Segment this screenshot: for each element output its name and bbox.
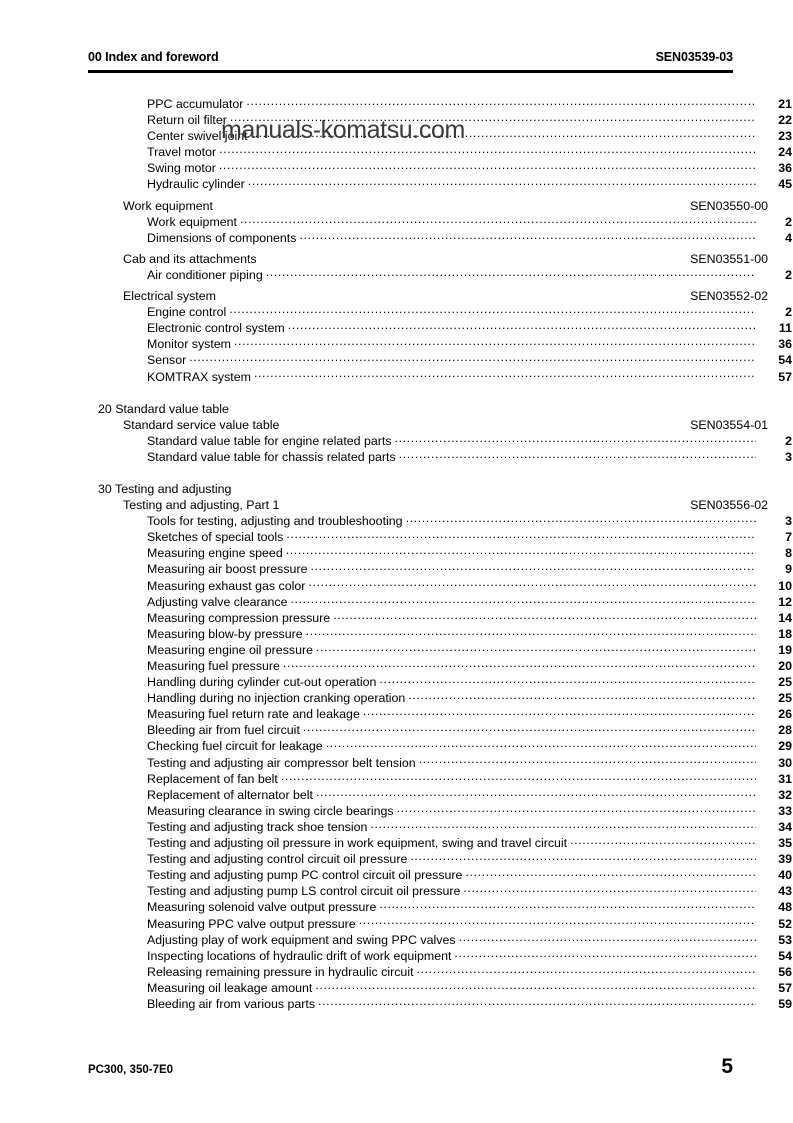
toc-entry-page-number: 14	[778, 610, 792, 625]
toc-entry[interactable]	[88, 626, 792, 642]
section-gap	[88, 465, 733, 481]
table-of-contents	[88, 96, 792, 1012]
toc-entry-page-number: 32	[778, 787, 792, 802]
toc-entry[interactable]	[88, 738, 792, 754]
toc-entry-page-number: 52	[778, 916, 792, 931]
toc-entry-page-number: 2	[785, 214, 792, 229]
toc-dot-leader	[281, 771, 756, 783]
toc-group-entry[interactable]	[88, 288, 768, 304]
toc-section-heading-label: 20 Standard value table	[98, 401, 229, 416]
toc-entry-label: Testing and adjusting pump PC control circuit oil pressure	[147, 868, 463, 883]
toc-entry[interactable]	[88, 513, 792, 529]
toc-entry-label: Testing and adjusting pump LS control circuit oil pressure	[147, 884, 461, 899]
toc-entry[interactable]	[88, 996, 792, 1012]
toc-dot-leader	[219, 160, 756, 172]
toc-dot-leader	[370, 819, 756, 831]
toc-entry[interactable]	[88, 755, 792, 771]
toc-entry-label: Adjusting play of work equipment and swing PPC valves	[147, 932, 456, 947]
toc-group-label: Testing and adjusting, Part 1	[123, 498, 280, 513]
toc-entry-page-number: 54	[778, 353, 792, 368]
toc-entry-label: Measuring PPC valve output pressure	[147, 916, 356, 931]
toc-entry-page-number: 25	[778, 691, 792, 706]
toc-dot-leader	[286, 529, 756, 541]
toc-dot-leader	[189, 352, 756, 364]
toc-dot-leader	[399, 449, 756, 461]
toc-sen-code: SEN03551-00	[690, 251, 768, 266]
toc-entry-page-number: 22	[778, 113, 792, 128]
toc-entry[interactable]	[88, 819, 792, 835]
toc-dot-leader	[318, 996, 756, 1008]
toc-dot-leader	[410, 851, 756, 863]
toc-group-entry[interactable]	[88, 198, 768, 214]
toc-entry-label: Standard value table for chassis related parts	[147, 449, 396, 464]
toc-dot-leader	[419, 755, 756, 767]
toc-entry-page-number: 2	[785, 433, 792, 448]
toc-entry-label: Measuring solenoid valve output pressure	[147, 900, 377, 915]
toc-entry-page-number: 18	[778, 626, 792, 641]
toc-group-entry[interactable]	[88, 497, 768, 513]
toc-entry[interactable]	[88, 230, 792, 246]
toc-entry-page-number: 24	[778, 145, 792, 160]
toc-entry[interactable]	[88, 128, 792, 144]
toc-entry-page-number: 36	[778, 337, 792, 352]
toc-entry[interactable]	[88, 352, 792, 368]
toc-dot-leader	[459, 932, 756, 944]
toc-entry[interactable]	[88, 916, 792, 932]
toc-entry-page-number: 3	[785, 514, 792, 529]
toc-entry-label: PPC accumulator	[147, 97, 244, 111]
toc-entry-label: Measuring air boost pressure	[147, 562, 308, 577]
toc-dot-leader	[395, 433, 756, 445]
toc-entry[interactable]	[88, 369, 792, 385]
toc-entry[interactable]	[88, 267, 792, 283]
toc-entry[interactable]	[88, 336, 792, 352]
toc-dot-leader	[308, 578, 756, 590]
page-header	[88, 50, 733, 64]
toc-dot-leader	[251, 128, 756, 140]
toc-entry-page-number: 57	[778, 369, 792, 384]
toc-sen-code: SEN03556-02	[690, 498, 768, 513]
toc-dot-leader	[303, 722, 756, 734]
toc-entry-label: Inspecting locations of hydraulic drift of work equipment	[147, 948, 452, 963]
toc-entry-label: Testing and adjusting control circuit oil pressure	[147, 852, 408, 867]
toc-entry-page-number: 25	[778, 675, 792, 690]
toc-entry-label: Replacement of fan belt	[147, 771, 278, 786]
toc-entry[interactable]	[88, 835, 792, 851]
toc-dot-leader	[316, 642, 756, 654]
footer-page-number: 5	[721, 1055, 733, 1078]
toc-entry-page-number: 8	[785, 546, 792, 561]
toc-dot-leader	[299, 230, 756, 242]
toc-entry-page-number: 39	[778, 852, 792, 867]
toc-entry[interactable]	[88, 214, 792, 230]
header-divider	[88, 70, 733, 73]
toc-entry-label: Standard value table for engine related parts	[147, 433, 392, 448]
toc-entry-label: Measuring exhaust gas color	[147, 578, 306, 593]
toc-entry[interactable]	[88, 980, 792, 996]
toc-dot-leader	[219, 144, 756, 156]
toc-entry-label: Measuring compression pressure	[147, 610, 331, 625]
toc-entry-page-number: 7	[785, 530, 792, 545]
toc-entry[interactable]	[88, 594, 792, 610]
toc-entry-label: Testing and adjusting track shoe tension	[147, 819, 368, 834]
toc-entry-page-number: 36	[778, 161, 792, 176]
toc-entry[interactable]	[88, 722, 792, 738]
toc-entry-label: Checking fuel circuit for leakage	[147, 739, 323, 754]
toc-entry[interactable]	[88, 964, 792, 980]
toc-entry[interactable]	[88, 320, 792, 336]
toc-dot-leader	[266, 267, 756, 279]
toc-entry-label: Handling during no injection cranking operation	[147, 691, 406, 706]
toc-entry-page-number: 2	[785, 267, 792, 282]
toc-group-entry[interactable]	[88, 417, 768, 433]
toc-entry-label: Measuring engine speed	[147, 546, 283, 561]
toc-entry[interactable]	[88, 545, 792, 561]
toc-dot-leader	[570, 835, 756, 847]
toc-dot-leader	[359, 916, 756, 928]
toc-entry[interactable]	[88, 674, 792, 690]
toc-entry-label: KOMTRAX system	[147, 369, 251, 384]
toc-dot-leader	[454, 948, 756, 960]
toc-entry[interactable]	[88, 932, 792, 948]
toc-entry[interactable]	[88, 787, 792, 803]
toc-group-label: Cab and its attachments	[123, 251, 257, 266]
toc-sen-code: SEN03554-01	[690, 417, 768, 432]
toc-entry-label: Testing and adjusting oil pressure in work equipment, swing and travel circuit	[147, 836, 568, 851]
toc-dot-leader	[417, 964, 756, 976]
toc-dot-leader	[240, 214, 756, 226]
toc-dot-leader	[306, 626, 756, 638]
toc-entry-label: Adjusting valve clearance	[147, 594, 288, 609]
toc-entry-page-number: 43	[778, 884, 792, 899]
toc-dot-leader	[379, 899, 756, 911]
toc-entry-label: Bleeding air from fuel circuit	[147, 723, 300, 738]
toc-entry-label: Handling during cylinder cut-out operation	[147, 675, 377, 690]
toc-entry[interactable]	[88, 642, 792, 658]
toc-entry[interactable]	[88, 803, 792, 819]
toc-entry-page-number: 28	[778, 723, 792, 738]
toc-entry[interactable]	[88, 690, 792, 706]
toc-dot-leader	[316, 787, 756, 799]
toc-entry-label: Hydraulic cylinder	[147, 177, 245, 192]
toc-entry-page-number: 10	[778, 578, 792, 593]
toc-entry-label: Sketches of special tools	[147, 530, 284, 545]
toc-entry-label: Center swivel joint	[147, 129, 248, 144]
toc-entry-page-number: 53	[778, 932, 792, 947]
toc-entry[interactable]	[88, 610, 792, 626]
toc-dot-leader	[465, 867, 756, 879]
toc-entry-label: Engine control	[147, 305, 227, 320]
toc-group-label: Electrical system	[123, 289, 216, 304]
toc-dot-leader	[286, 545, 756, 557]
toc-sen-code: SEN03552-02	[690, 289, 768, 304]
toc-entry-label: Measuring fuel return rate and leakage	[147, 707, 360, 722]
toc-dot-leader	[333, 610, 756, 622]
watermark-text: manuals-komatsu.com	[221, 116, 465, 144]
toc-entry-page-number: 11	[778, 321, 792, 336]
toc-entry[interactable]	[88, 578, 792, 594]
toc-dot-leader	[234, 336, 756, 348]
toc-sen-code: SEN03550-00	[690, 198, 768, 213]
toc-group-label: Work equipment	[123, 198, 213, 213]
toc-entry-page-number: 23	[778, 129, 792, 144]
toc-entry-label: Measuring engine oil pressure	[147, 642, 313, 657]
toc-entry-label: Releasing remaining pressure in hydraulic circuit	[147, 964, 414, 979]
toc-dot-leader	[406, 513, 756, 525]
toc-entry[interactable]	[88, 112, 792, 128]
toc-entry[interactable]	[88, 899, 792, 915]
toc-entry-page-number: 29	[778, 739, 792, 754]
section-gap	[88, 385, 733, 401]
toc-entry[interactable]	[88, 433, 792, 449]
toc-entry-page-number: 3	[785, 449, 792, 464]
toc-entry[interactable]	[88, 706, 792, 722]
toc-entry-page-number: 35	[778, 836, 792, 851]
toc-dot-leader	[463, 883, 756, 895]
toc-entry-page-number: 33	[778, 803, 792, 818]
toc-entry[interactable]	[88, 867, 792, 883]
toc-entry-page-number: 2	[785, 305, 792, 320]
toc-entry[interactable]	[88, 851, 792, 867]
toc-entry[interactable]	[88, 948, 792, 964]
toc-section-heading	[88, 481, 743, 497]
toc-group-entry[interactable]	[88, 251, 768, 267]
toc-entry-page-number: 9	[785, 562, 792, 577]
toc-entry-label: Testing and adjusting air compressor belt tension	[147, 755, 416, 770]
toc-entry[interactable]	[88, 176, 792, 192]
toc-entry-page-number: 30	[778, 755, 792, 770]
toc-entry-label: Air conditioner piping	[147, 267, 263, 282]
toc-entry-label: Measuring clearance in swing circle bearings	[147, 803, 394, 818]
toc-entry-page-number: 48	[778, 900, 792, 915]
toc-entry-label: Work equipment	[147, 214, 237, 229]
toc-dot-leader	[408, 690, 756, 702]
toc-dot-leader	[379, 674, 756, 686]
page-footer	[88, 1055, 733, 1079]
toc-entry-page-number: 40	[778, 868, 792, 883]
toc-entry-label: Sensor	[147, 353, 187, 368]
toc-entry[interactable]	[88, 449, 792, 465]
toc-dot-leader	[363, 706, 756, 718]
toc-entry-label: Swing motor	[147, 161, 216, 176]
toc-dot-leader	[254, 369, 756, 381]
toc-entry-page-number: 45	[778, 177, 792, 192]
toc-entry-page-number: 31	[778, 771, 792, 786]
toc-group-label: Standard service value table	[123, 417, 280, 432]
toc-section-heading-label: 30 Testing and adjusting	[98, 481, 232, 496]
header-document-code: SEN03539-03	[655, 50, 733, 64]
toc-entry-page-number: 20	[778, 659, 792, 673]
toc-dot-leader	[246, 96, 756, 108]
toc-dot-leader	[229, 304, 756, 316]
toc-entry-page-number: 21	[778, 97, 792, 111]
toc-dot-leader	[326, 738, 756, 750]
toc-entry[interactable]	[88, 883, 792, 899]
toc-dot-leader	[288, 320, 756, 332]
toc-entry-label: Measuring oil leakage amount	[147, 980, 313, 995]
toc-entry-page-number: 59	[778, 996, 792, 1011]
toc-dot-leader	[248, 176, 756, 188]
toc-entry[interactable]	[88, 658, 792, 674]
toc-entry[interactable]	[88, 304, 792, 320]
footer-model-label: PC300, 350-7E0	[88, 1064, 174, 1076]
toc-entry-label: Tools for testing, adjusting and troubleshooting	[147, 514, 403, 529]
toc-entry[interactable]	[88, 771, 792, 787]
toc-dot-leader	[315, 980, 756, 992]
toc-entry-page-number: 54	[778, 948, 792, 963]
toc-entry[interactable]	[88, 160, 792, 176]
toc-dot-leader	[283, 658, 756, 670]
toc-entry-page-number: 19	[778, 642, 792, 657]
toc-entry-page-number: 4	[785, 230, 792, 245]
toc-entry-label: Monitor system	[147, 337, 231, 352]
toc-entry-page-number: 56	[778, 964, 792, 979]
toc-entry-label: Dimensions of components	[147, 230, 297, 245]
toc-dot-leader	[397, 803, 756, 815]
toc-dot-leader	[291, 594, 756, 606]
toc-dot-leader	[310, 561, 756, 573]
toc-entry-label: Replacement of alternator belt	[147, 787, 313, 802]
toc-entry-label: Travel motor	[147, 145, 217, 160]
toc-entry[interactable]	[88, 561, 792, 577]
toc-entry-label: Measuring blow-by pressure	[147, 626, 303, 641]
toc-section-heading	[88, 401, 743, 417]
toc-dot-leader	[230, 112, 756, 124]
toc-entry-label: Measuring fuel pressure	[147, 659, 280, 673]
toc-entry-page-number: 57	[778, 980, 792, 995]
toc-entry[interactable]	[88, 144, 792, 160]
toc-entry[interactable]	[88, 529, 792, 545]
header-section-title: 00 Index and foreword	[88, 50, 219, 64]
toc-entry-page-number: 26	[778, 707, 792, 722]
toc-entry[interactable]	[88, 96, 792, 112]
toc-entry-page-number: 12	[778, 594, 792, 609]
toc-entry-label: Electronic control system	[147, 321, 285, 336]
toc-entry-label: Return oil filter	[147, 113, 227, 128]
toc-entry-label: Bleeding air from various parts	[147, 996, 316, 1011]
toc-entry-page-number: 34	[778, 819, 792, 834]
